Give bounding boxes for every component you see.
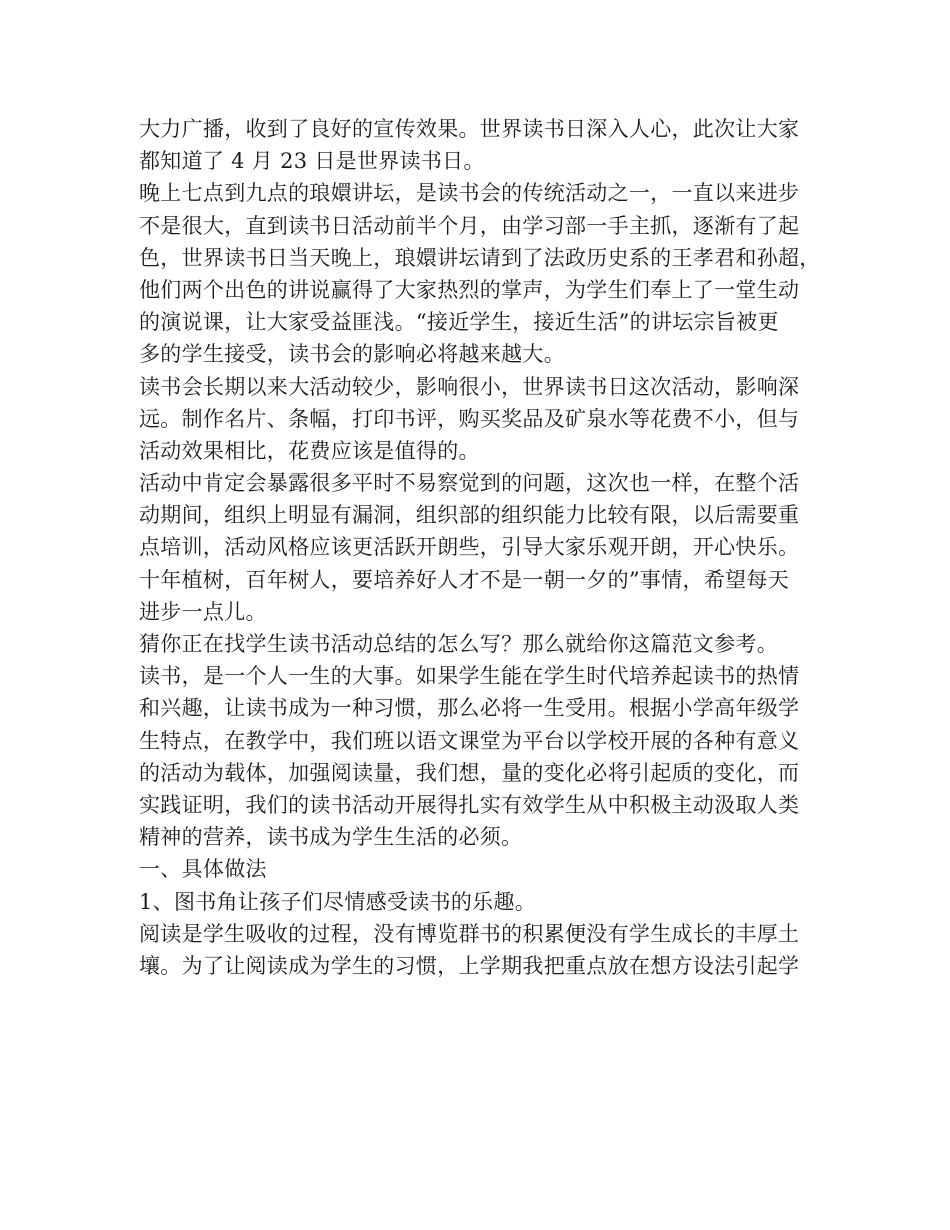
text-line: 他们两个出色的讲说赢得了大家热烈的掌声，为学生们奉上了一堂生动	[139, 277, 800, 302]
text-line: 进步一点儿。	[139, 599, 267, 624]
text-line: 和兴趣，让读书成为一种习惯，那么必将一生受用。根据小学高年级学	[139, 696, 800, 721]
text-line: 壤。为了让阅读成为学生的习惯，上学期我把重点放在想方设法引起学	[139, 953, 800, 978]
text-line: 实践证明，我们的读书活动开展得扎实有效学生从中积极主动汲取人类	[139, 792, 800, 817]
text-line: 动期间，组织上明显有漏洞，组织部的组织能力比较有限，以后需要重	[139, 503, 800, 528]
text-line: 多的学生接受，读书会的影响必将越来越大。	[139, 342, 565, 367]
text-line: 晚上七点到九点的琅嬛讲坛，是读书会的传统活动之一，一直以来进步	[139, 181, 800, 206]
text-line: 猜你正在找学生读书活动总结的怎么写？那么就给你这篇范文参考。	[139, 632, 778, 656]
text-line: 色，世界读书日当天晚上，琅嬛讲坛请到了法政历史系的王孝君和孙超，	[139, 245, 821, 270]
subsection-heading: 1、图书角让孩子们尽情感受读书的乐趣。	[139, 889, 537, 914]
text-line: 阅读是学生吸收的过程，没有博览群书的积累便没有学生成长的丰厚土	[139, 921, 800, 946]
section-heading: 一、具体做法	[139, 857, 267, 882]
text-line: 点培训，活动风格应该更活跃开朗些，引导大家乐观开朗，开心快乐。	[139, 535, 800, 560]
text-line: 远。制作名片、条幅，打印书评，购买奖品及矿泉水等花费不小，但与	[139, 406, 800, 431]
text-line: 都知道了 4 月 23 日是世界读书日。	[139, 149, 485, 174]
text-line: 读书，是一个人一生的大事。如果学生能在学生时代培养起读书的热情	[139, 664, 800, 689]
text-line: 生特点，在教学中，我们班以语文课堂为平台以学校开展的各种有意义	[139, 728, 800, 753]
text-line: 大力广播，收到了良好的宣传效果。世界读书日深入人心，此次让大家	[139, 117, 800, 141]
text-line: 十年植树，百年树人，要培养好人才不是一朝一夕的”事情，希望每天	[139, 567, 790, 592]
text-line: 读书会长期以来大活动较少，影响很小，世界读书日这次活动，影响深	[139, 374, 800, 399]
text-line: 活动中肯定会暴露很多平时不易察觉到的问题，这次也一样，在整个活	[139, 471, 800, 496]
document-body	[139, 113, 819, 982]
text-line: 活动效果相比，花费应该是值得的。	[139, 438, 480, 463]
text-line: 精神的营养，读书成为学生生活的必须。	[139, 825, 523, 850]
text-line: 不是很大，直到读书日活动前半个月，由学习部一手主抓，逐渐有了起	[139, 213, 800, 238]
text-line: 的演说课，让大家受益匪浅。“接近学生，接近生活”的讲坛宗旨被更	[139, 310, 779, 335]
text-line: 的活动为载体，加强阅读量，我们想，量的变化必将引起质的变化，而	[139, 760, 800, 785]
